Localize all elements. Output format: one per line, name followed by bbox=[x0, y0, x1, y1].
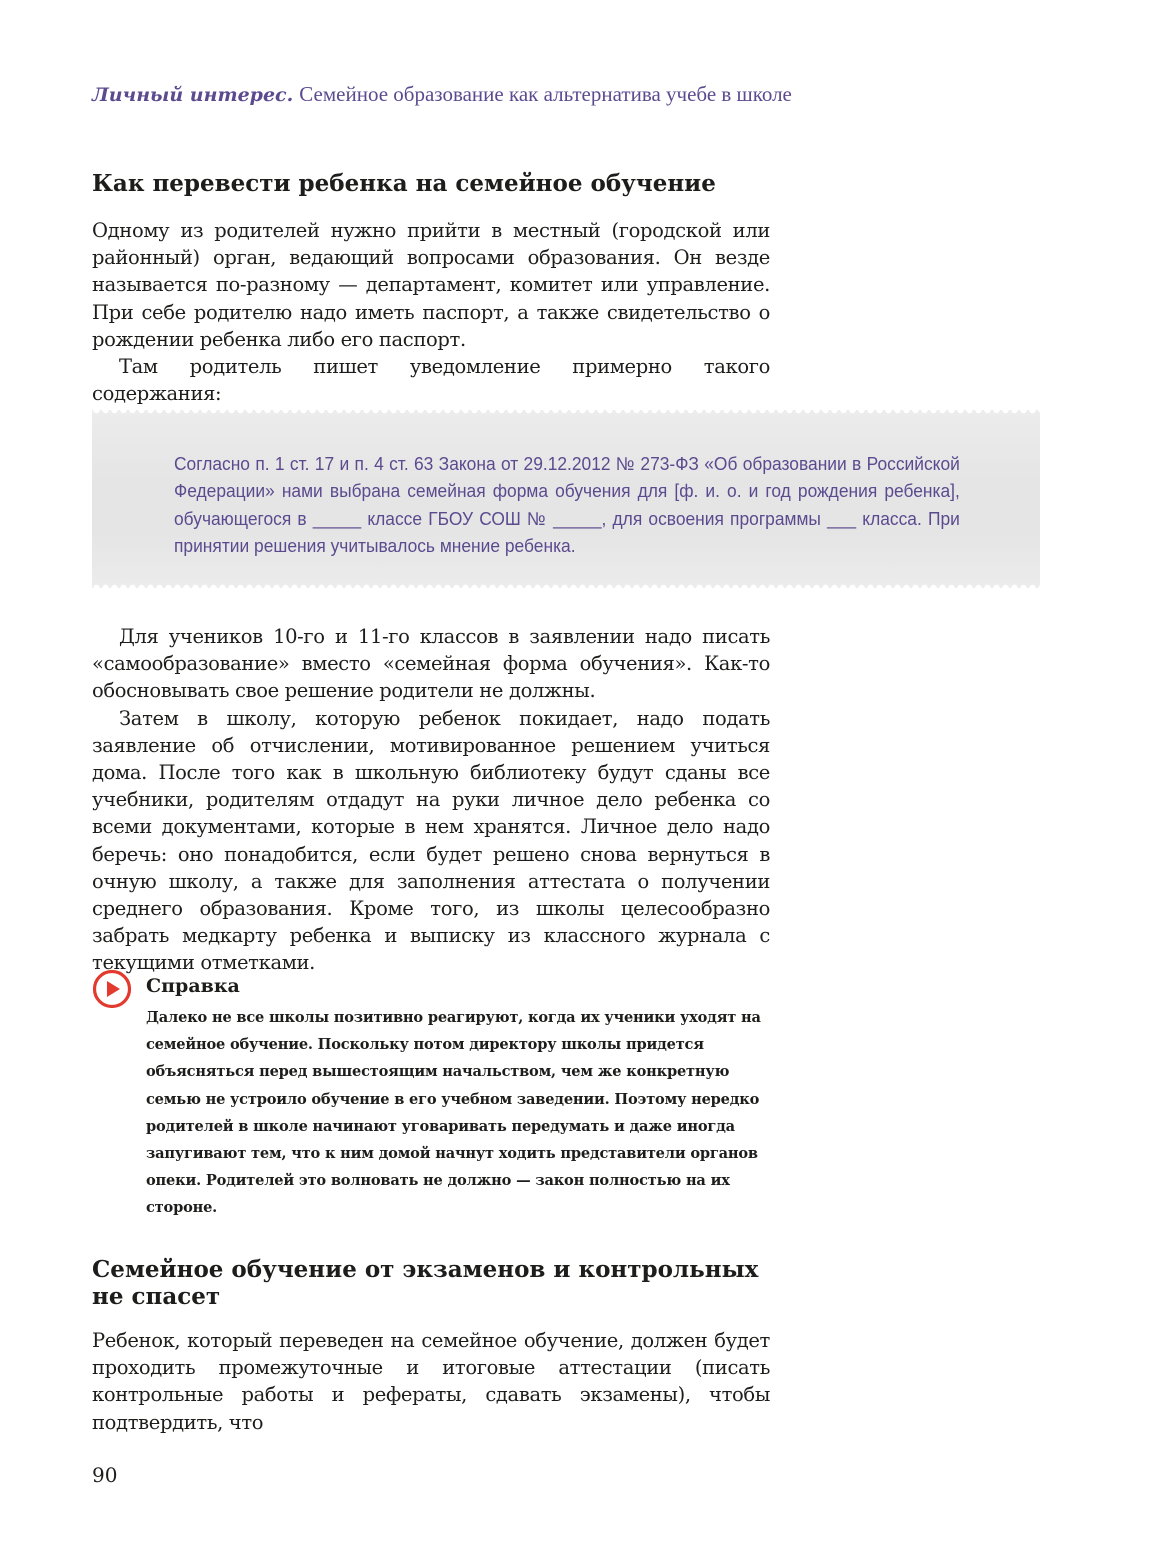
running-head-subtitle: Семейное образование как альтернатива учебе в школе bbox=[299, 82, 792, 106]
page-number: 90 bbox=[92, 1463, 118, 1487]
paragraph: Затем в школу, которую ребенок покидает, надо подать заявление об отчислении, мотивированное решением учиться дома. После того как в школьную библиотеку будут сданы все учебники, родителям отдадут на руки личное дело ребенка со всеми документами, которые в нем хранятся. Личное дело надо беречь: оно понадобится, если будет решено снова вернуться в очную школу, а также для заполнения аттестата о получении среднего образования. Кроме того, из школы целесообразно забрать медкарту ребенка и выписку из классного журнала с текущими отметками. bbox=[92, 706, 770, 975]
paragraph: Одному из родителей нужно прийти в местный (городской или районный) орган, ведающий вопросами образования. Он везде называется по-разному — департамент, комитет или управление. При себе родителю надо иметь паспорт, а также свидетельство о рождении ребенка либо его паспорт. bbox=[92, 219, 770, 351]
band-edge-top bbox=[92, 410, 1040, 416]
note-title: Справка bbox=[146, 975, 240, 997]
running-head-title: Личный интерес. bbox=[92, 84, 294, 106]
section-body-transfer bbox=[92, 217, 770, 407]
section-heading-transfer: Как перевести ребенка на семейное обучение bbox=[92, 170, 716, 197]
paragraph: Там родитель пишет уведомление примерно такого содержания: bbox=[92, 355, 770, 406]
paragraph: Ребенок, который переведен на семейное обучение, должен будет проходить промежуточные и итоговые аттестации (писать контрольные работы и рефераты, сдавать экзамены), чтобы подтвердить, что bbox=[92, 1329, 770, 1434]
section-body-continued bbox=[92, 623, 770, 977]
notification-template-band bbox=[92, 410, 1040, 588]
section-body-exams bbox=[92, 1327, 770, 1436]
note-text: Далеко не все школы позитивно реагируют, когда их ученики уходят на семейное обучение. Поскольку потом директору школы придется объясняться перед вышестоящим начальством, чем же конкретную семью не устроило обучение в его учебном заведении. Поэтому нередко родителей в школе начинают уговаривать передумать и даже иногда запугивают тем, что к ним домой начнут ходить представители органов опеки. Родителей это волновать не должно — закон полностью на их стороне. bbox=[146, 1009, 761, 1217]
band-edge-bottom bbox=[92, 582, 1040, 588]
running-head bbox=[92, 82, 792, 107]
section-heading-exams: Семейное обучение от экзаменов и контрольных не спасет bbox=[92, 1256, 759, 1310]
play-circle-icon bbox=[92, 969, 132, 1009]
notification-template-text: Согласно п. 1 ст. 17 и п. 4 ст. 63 Закона от 29.12.2012 № 273-ФЗ «Об образовании в Российской Федерации» нами выбрана семейная форма обучения для [ф. и. о. и год рождения ребенка], обучающегося в _____ классе ГБОУ СОШ № _____, для освоения программы ___ класса. При принятии решения учитывалось мнение ребенка. bbox=[174, 453, 960, 556]
paragraph: Для учеников 10-го и 11-го классов в заявлении надо писать «самообразование» вместо «семейная форма обучения». Как-то обосновывать свое решение родители не должны. bbox=[92, 625, 770, 703]
